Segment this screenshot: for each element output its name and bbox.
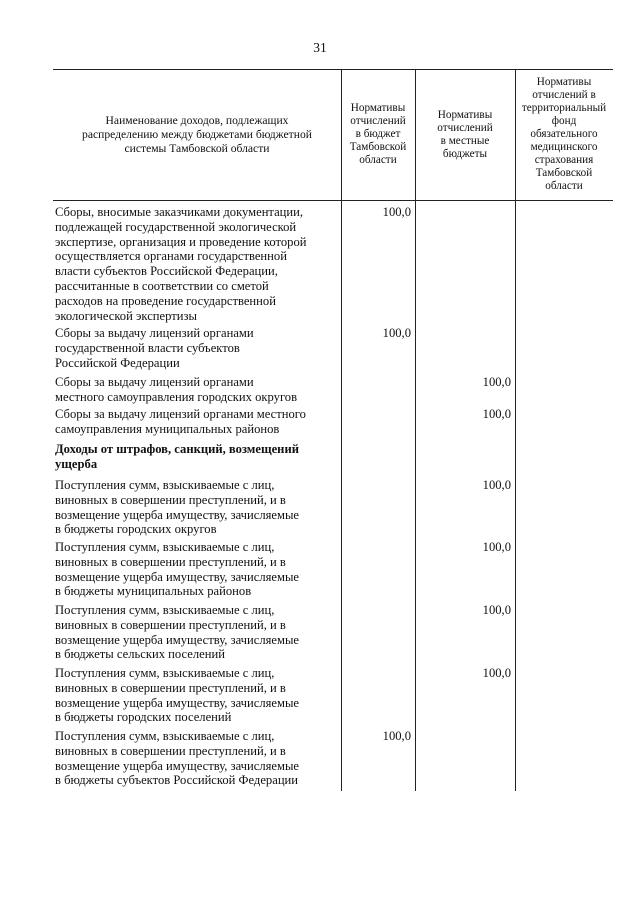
header-revenue-name: Наименование доходов, подлежащих распределению между бюджетами бюджетной системы Тамбовской области (82, 113, 312, 155)
section-heading: Доходы от штрафов, санкций, возмещений ущерба (55, 442, 299, 471)
row-revenue-name: Поступления сумм, взыскиваемые с лиц, виновных в совершении преступлений, и в возмещение ущерба имуществу, зачисляемые в бюджеты муниципальных районов (55, 540, 300, 599)
revenue-distribution-table (53, 69, 613, 791)
row-local-budgets-value: 100,0 (482, 407, 511, 421)
row-revenue-name: Поступления сумм, взыскиваемые с лиц, виновных в совершении преступлений, и в возмещение ущерба имуществу, зачисляемые в бюджеты городских поселений (55, 666, 300, 725)
row-revenue-name: Сборы за выдачу лицензий органами местного самоуправления муниципальных районов (55, 407, 306, 436)
row-local-budgets-value: 100,0 (482, 540, 511, 554)
header-bottom-border (53, 200, 613, 201)
row-revenue-name: Поступления сумм, взыскиваемые с лиц, виновных в совершении преступлений, и в возмещение ущерба имуществу, зачисляемые в бюджеты городских округов (55, 478, 300, 537)
row-local-budgets-value: 100,0 (482, 478, 511, 492)
header-regional-budget: Нормативы отчислений в бюджет Тамбовской области (349, 102, 407, 166)
header-medical-fund: Нормативы отчислений в территориальный фонд обязательного медицинского страхования Тамбовской области (521, 76, 607, 192)
header-local-budgets: Нормативы отчислений в местные бюджеты (437, 108, 493, 160)
row-revenue-name: Поступления сумм, взыскиваемые с лиц, виновных в совершении преступлений, и в возмещение ущерба имуществу, зачисляемые в бюджеты субъектов Российской Федерации (55, 729, 300, 788)
row-revenue-name: Сборы за выдачу лицензий органами местного самоуправления городских округов (55, 375, 298, 404)
row-local-budgets-value: 100,0 (482, 666, 511, 680)
row-revenue-name: Сборы, вносимые заказчиками документации, подлежащей государственной экологической экспертизе, организация и проведение которой осуществляется органами государственной власти субъектов Российской Федерации, рассчитанные в соответствии со сметой расходов на проведение государственной экологической экспертизы (55, 205, 307, 323)
row-local-budgets-value: 100,0 (482, 375, 511, 389)
row-regional-budget-value: 100,0 (382, 729, 411, 743)
row-regional-budget-value: 100,0 (382, 326, 411, 340)
row-revenue-name: Поступления сумм, взыскиваемые с лиц, виновных в совершении преступлений, и в возмещение ущерба имуществу, зачисляемые в бюджеты сельских поселений (55, 603, 300, 662)
row-local-budgets-value: 100,0 (482, 603, 511, 617)
row-regional-budget-value: 100,0 (382, 205, 411, 219)
row-revenue-name: Сборы за выдачу лицензий органами государственной власти субъектов Российской Федерации (55, 326, 254, 370)
page-number: 31 (313, 40, 327, 55)
